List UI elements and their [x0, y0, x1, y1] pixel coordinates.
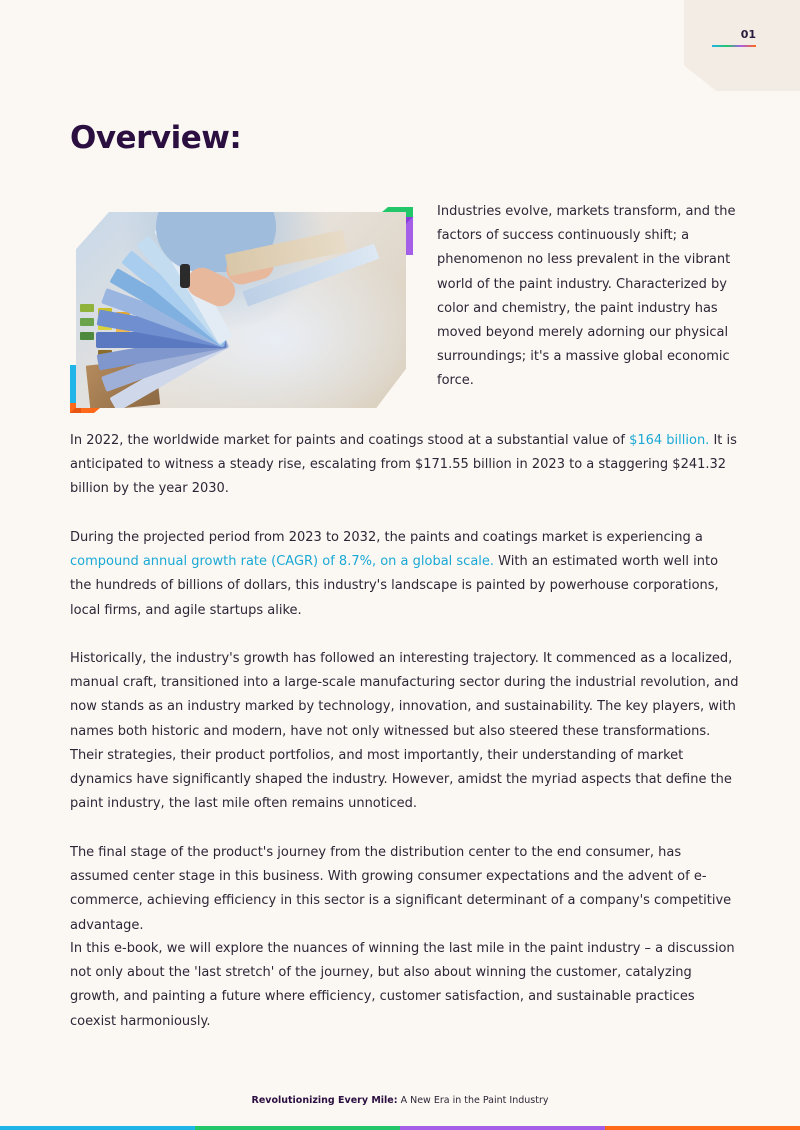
intro-paragraph: Industries evolve, markets transform, and the factors of success continuously shift; a phenomenon no less prevalent in the vibrant world of the paint industry. Characterized by color and chemistry, the paint industry has moved beyond merely adorning our physical surroundings; it's a massive global economic force.	[437, 204, 736, 389]
paint-swatch-photo	[70, 207, 413, 413]
highlight-market-value: $164 billion.	[629, 433, 710, 448]
page-number: 01	[740, 28, 756, 41]
bottom-bar-orange	[605, 1126, 800, 1130]
page-number-underline	[712, 45, 756, 47]
bottom-bar-green	[195, 1126, 400, 1130]
photo-image	[76, 212, 406, 408]
bottom-bar-purple	[400, 1126, 605, 1130]
page-title: Overview:	[70, 120, 242, 156]
bottom-bar-blue	[0, 1126, 195, 1130]
paragraph-final-stage: The final stage of the product's journey from the distribution center to the end consumer, has assumed center stage in this business. With growing consumer expectations and the advent of e-commerce, achieving efficiency in this sector is a significant determinant of a company's competitive advantage.	[70, 845, 732, 933]
paragraph-history: Historically, the industry's growth has followed an interesting trajectory. It commenced as a localized, manual craft, transitioned into a large-scale manufacturing sector during the industrial revolution, and now stands as an industry marked by technology, innovation, and sustainability. The key players, with names both historic and modern, have not only witnessed but also steered these transformations. Their strategies, their product portfolios, and most importantly, their understanding of market dynamics have significantly shaped the industry. However, amidst the myriad aspects that define the paint industry, the last mile often remains unnoticed.	[70, 651, 739, 812]
paragraph-cagr: During the projected period from 2023 to 2032, the paints and coatings market is experiencing a compound annual growth rate (CAGR) of 8.7%, on a global scale. With an estimated worth well into the hundreds of billions of dollars, this industry's landscape is painted by powerhouse corporations, local firms, and agile startups alike.	[70, 530, 719, 618]
footer-rest: A New Era in the Paint Industry	[397, 1095, 549, 1106]
paragraph-ebook: In this e-book, we will explore the nuances of winning the last mile in the paint industry – a discussion not only about the 'last stretch' of the journey, but also about winning the customer, catalyzing growth, and painting a future where efficiency, customer satisfaction, and sustainable practices coexist harmoniously.	[70, 941, 735, 1029]
paragraph-market-value: In 2022, the worldwide market for paints and coatings stood at a substantial value of $164 billion. It is anticipated to witness a steady rise, escalating from $171.55 billion in 2023 to a staggering $241.32 billion by the year 2030.	[70, 433, 737, 497]
footer-bold: Revolutionizing Every Mile:	[251, 1095, 398, 1106]
highlight-cagr: compound annual growth rate (CAGR) of 8.7%, on a global scale.	[70, 554, 495, 570]
footer-text	[0, 1095, 800, 1106]
